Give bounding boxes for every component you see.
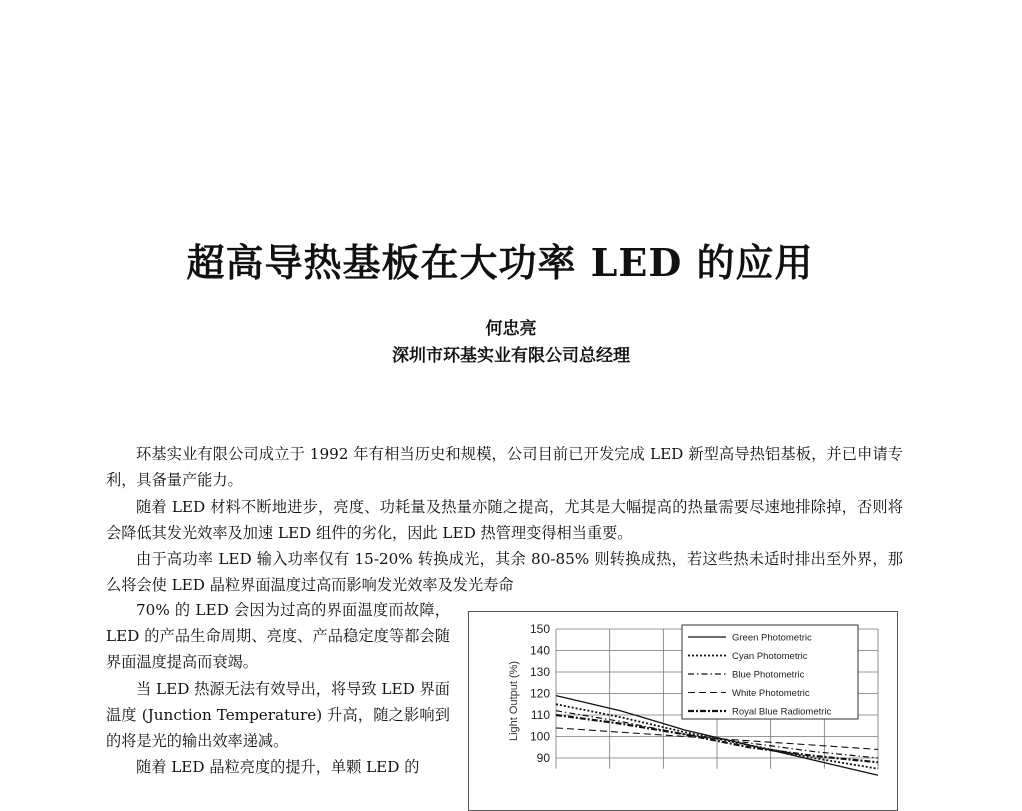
- body-paragraph: 环基实业有限公司成立于 1992 年有相当历史和规模，公司目前已开发完成 LED 新型高导热铝基板，并已申请专利，具备量产能力。: [106, 445, 903, 489]
- chart-svg: [468, 611, 898, 811]
- y-tick-label: 120: [529, 686, 550, 701]
- y-tick-label: 130: [529, 665, 550, 679]
- legend-label: Blue Photometric: [732, 669, 805, 681]
- column-paragraph: 当 LED 热源无法有效导出，将导致 LED 界面温度 (Junction Temperature) 升高，随之影响到的将是光的输出效率递减。: [106, 680, 450, 750]
- light-output-chart: [468, 611, 898, 765]
- legend-label: Cyan Photometric: [732, 651, 808, 662]
- column-paragraph: 随着 LED 晶粒亮度的提升，单颗 LED 的: [136, 758, 420, 776]
- chart-legend: [682, 625, 858, 719]
- author-name: 何忠亮: [485, 319, 537, 339]
- body-paragraph: 由于高功率 LED 输入功率仅有 15-20% 转换成光，其余 80-85% 则转换成热，若这些热未适时排出至外界，那么将会使 LED 晶粒界面温度过高而影响发光效率及发光寿命: [106, 550, 903, 594]
- y-tick-label: 90: [536, 751, 550, 765]
- y-tick-label: 110: [530, 708, 550, 722]
- paper-title: 超高导热基板在大功率 LED 的应用: [186, 240, 814, 285]
- author-affiliation: 深圳市环基实业有限公司总经理: [392, 346, 630, 366]
- column-paragraph: 70% 的 LED 会因为过高的界面温度而故障，LED 的产品生命周期、亮度、产品稳定度等都会随界面温度提高而衰竭。: [106, 601, 450, 671]
- y-axis-label: Light Output (%): [508, 660, 520, 741]
- y-tick-label: 100: [529, 729, 550, 744]
- legend-label: White Photometric: [732, 688, 810, 699]
- body-paragraph: 随着 LED 材料不断地进步，亮度、功耗量及热量亦随之提高，尤其是大幅提高的热量需要尽速地排除掉，否则将会降低其发光效率及加速 LED 组件的劣化，因此 LED 热管理变得相当重要。: [106, 498, 903, 542]
- legend-label: Royal Blue Radiometric: [732, 706, 832, 718]
- y-tick-label: 140: [529, 643, 550, 658]
- legend-label: Green Photometric: [732, 632, 812, 644]
- y-tick-label: 150: [529, 622, 550, 636]
